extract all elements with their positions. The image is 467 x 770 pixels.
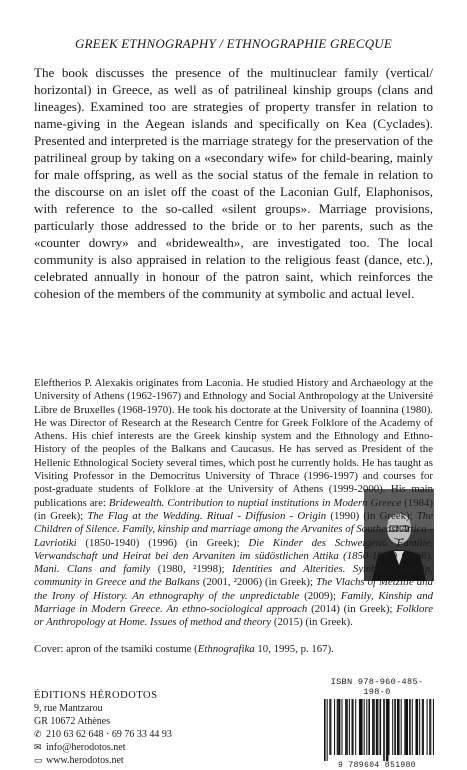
publication-note: (1980, ²1998); — [150, 563, 233, 576]
bio-intro: Eleftherios P. Alexakis originates from Laconia. He studied History and Archaeology at the University of Athens (1962-1967) and Ethnology and Social Anthropology at the Université Libre de Bruxelles (1968-1970). He took his doctorate at the University of Ioannina (1980). He was Director of Research at the Research Centre for Greek Folklore of the Academy of Athens. His chief interests are the Greek kinship system and the Ethnology and Ethno-History of the peoples of the Balkans and Caucasus. He has served as President of the Hellenic Ethnological Society several times, which post he currently holds. He has taught as Visiting Professor in the Democritus University of Thrace (1996-1997) and courses for post-graduate students of Folklore at the University of Athens (1999-2000). His main publications are: — [34, 377, 433, 509]
isbn-block — [320, 677, 434, 770]
publication-note: (2014) (in Greek); — [307, 603, 397, 616]
barcode-bar — [341, 699, 342, 755]
barcode-bar — [361, 699, 363, 755]
publication-title: The Flag at the Wedding. Ritual - Diffusion - Origin — [87, 509, 327, 522]
barcode-bar — [372, 699, 374, 755]
publication-note: (1984) (in Greek); — [34, 496, 433, 522]
publisher-street: 9, rue Mantzarou — [34, 703, 103, 714]
barcode-bar — [352, 699, 353, 755]
series-title: GREEK ETHNOGRAPHY / ETHNOGRAPHIE GRECQUE — [74, 36, 393, 51]
barcode-bar — [355, 699, 356, 755]
publisher-block — [34, 689, 172, 767]
barcode-bar — [394, 699, 396, 755]
barcode-bar — [407, 699, 408, 755]
barcode-bar — [327, 699, 328, 761]
barcode-bar — [419, 699, 420, 755]
cover-credit-suffix: 10, 1995, p. 167). — [254, 643, 334, 655]
barcode-bar — [433, 699, 434, 755]
publication-title: Folklore or Anthropology at Home. Issues of method and theory — [34, 603, 433, 629]
isbn-label: ISBN 978-960-485-198-0 — [330, 677, 424, 697]
publication-note: (1990) (in Greek); — [326, 509, 417, 522]
book-summary: The book discusses the presence of the multinuclear family (vertical/ horizontal) in Greece, as well as of patrilineal kinship groups (clans and lineages). Examined too are strategies of property transfer in relation to name-giving in the Aegean islands and specifically on Kea (Cyclades). Presented and interpreted is the marriage strategy for the preservation of the patrilineal group by taking on a «secondary wife» for child-bearing, mainly for male offspring, as well as the social status of the female in relation to the discourse on an islet off the coast of the Laconian Gulf, Elaphonisos, with reference to the so-called «silent groups». Marriage provisions, particularly those addressed to the bride or to her parents, such as the «counter dowry» and «bridewealth», are investigated too. The local community is also appraised in relation to the religious feast (dance, etc.), celebrated annually in honour of the patron saint, which reinforces the cohesion of the members of the community at symbolic and actual level. — [34, 65, 433, 301]
barcode-bar — [366, 699, 367, 755]
cover-credit-prefix: Cover: apron of the tsamiki costume ( — [34, 643, 198, 655]
publisher-name: ÉDITIONS HÉRODOTOS — [34, 690, 158, 701]
author-biography — [34, 377, 433, 630]
barcode-bar — [338, 699, 339, 755]
barcode-bar — [324, 699, 326, 761]
publisher-email-line — [34, 741, 172, 754]
barcode-bar — [377, 699, 378, 755]
publication-title: Identities and Alterities. Symbols, kinship, community in Greece and the Balkans — [34, 563, 433, 589]
barcode-bar — [409, 699, 411, 755]
barcode-bar — [349, 699, 350, 755]
barcode-bar — [404, 699, 405, 755]
barcode-bar — [415, 699, 416, 755]
publisher-web[interactable]: www.herodotos.net — [46, 755, 124, 766]
publication-note: (2015) (in Greek). — [271, 616, 353, 629]
barcode-bar — [360, 699, 361, 755]
barcode-bar — [427, 699, 428, 755]
barcode-bar — [389, 699, 390, 755]
publication-title: Die Kinder des Schweigens. Familie, Verwandschaft und Heirat bei den Arvaniten im südöstlichen Attika (1850-1940) — [34, 536, 434, 562]
barcode-bar — [412, 699, 413, 755]
barcode-bar — [346, 699, 348, 755]
barcode-bar — [345, 699, 346, 755]
publication-note: (1850-1940) (1996) (in Greek); — [76, 536, 249, 549]
barcode-bar — [353, 699, 354, 755]
email-icon: ✉ — [34, 742, 42, 752]
publisher-phones: 210 63 62 648 · 69 76 33 44 93 — [46, 729, 172, 740]
publication-note: (2008). — [397, 549, 433, 562]
publisher-email[interactable]: info@herodotos.net — [46, 742, 126, 753]
publication-note: (2009); — [299, 589, 341, 602]
barcode-bar — [383, 699, 385, 761]
barcode-bar — [397, 699, 398, 755]
publisher-city: GR 10672 Athènes — [34, 716, 111, 727]
barcode-bar — [359, 699, 360, 755]
barcode-bar — [339, 699, 341, 755]
barcode-bar — [376, 699, 378, 755]
publication-title: Bridewealth. Contribution to nuptial institutions in Modern Greece — [108, 496, 402, 509]
computer-icon: ▭ — [34, 755, 43, 765]
barcode-bar — [398, 699, 400, 755]
barcode-bar — [334, 699, 335, 755]
barcode-bar — [422, 699, 423, 755]
barcode-bar — [423, 699, 424, 755]
barcode-bar — [364, 699, 365, 755]
publication-title: Mani. Clans and family — [34, 563, 151, 576]
barcode-bar — [387, 699, 389, 761]
publisher-web-line — [34, 754, 172, 767]
barcode-bar — [430, 699, 431, 755]
publisher-phone-line — [34, 728, 172, 741]
ean-digits: 9 789604 851980 — [337, 761, 416, 770]
publication-note: (2001, ²2006) (in Greek); — [199, 576, 317, 589]
publication-title: Family, Kinship and Marriage in Modern Greece. An ethno-sociological approach — [34, 589, 433, 616]
barcode-bar — [330, 699, 331, 755]
barcode-bar — [374, 699, 375, 755]
publication-list — [34, 497, 433, 629]
barcode-bar — [392, 699, 393, 755]
barcode-bar — [380, 699, 382, 755]
cover-credit — [34, 643, 433, 655]
barcode-bar — [417, 699, 419, 755]
barcode-bar — [329, 699, 330, 755]
barcode-bar — [368, 699, 370, 755]
barcode-bar — [405, 699, 407, 755]
publication-title: The Children of Silence. Family, kinship and marriage among the Arvanites of Southeast Attica - Lavriotiki — [34, 509, 433, 549]
barcode-bar — [337, 699, 338, 755]
barcode-bar — [386, 699, 387, 761]
barcode — [320, 699, 434, 761]
cover-credit-journal: Ethnografika — [197, 643, 255, 655]
barcode-bar — [429, 699, 430, 755]
publication-title: The Vlachs of Metzitie and the Irony of History. An ethnography of the unpredictable — [34, 576, 433, 602]
barcode-bar — [401, 699, 402, 755]
phone-icon: ✆ — [34, 729, 42, 739]
